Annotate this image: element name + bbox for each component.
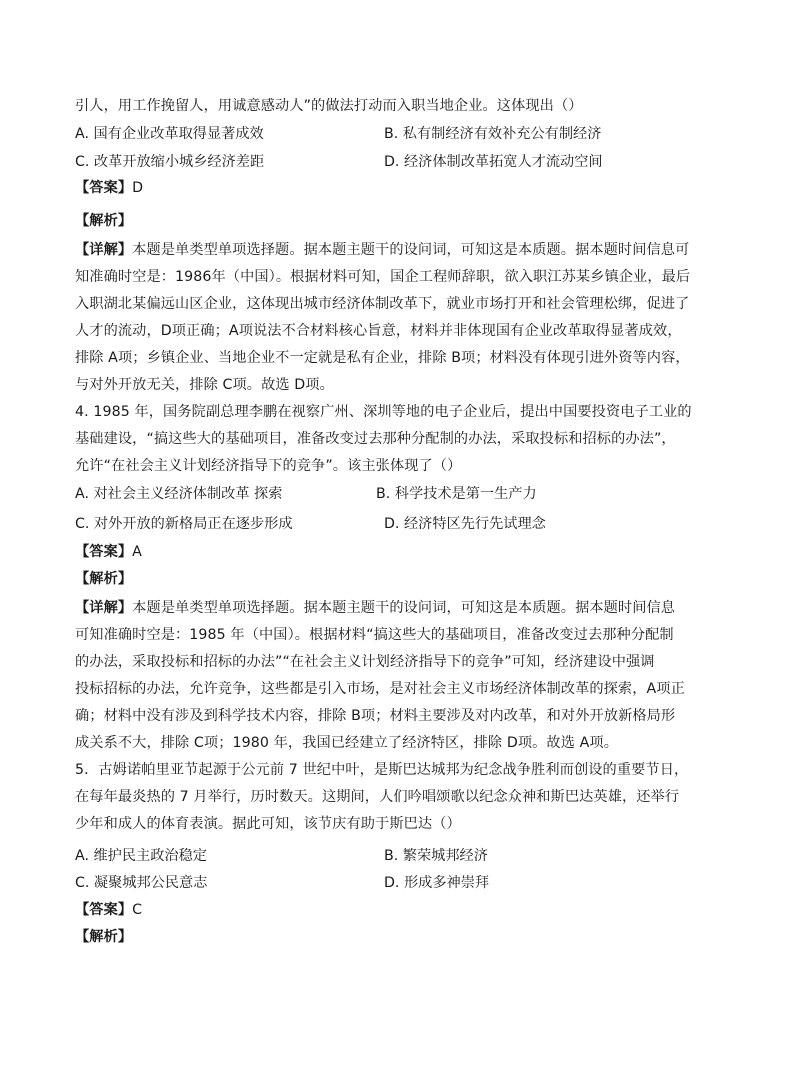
q5-analysis-label: 【解析】: [75, 929, 133, 945]
q4-option-b: B. 科学技术是第一生产力: [376, 486, 537, 502]
q5-stem-line: 在每年最炎热的 7 月举行，历时数天。这期间，人们吟唱颂歌以纪念众神和斯巴达英雄，还举行: [75, 789, 680, 805]
q5-answer: [75, 900, 142, 920]
q4-answer: [75, 542, 142, 562]
q3-detail-line: 与对外开放无关，排除 C项。故选 D项。: [75, 377, 334, 393]
q4-option-a: A. 对社会主义经济体制改革 探索: [75, 486, 283, 502]
q3-detail-line: 排除 A项；乡镇企业、当地企业不一定就是私有企业，排除 B项；材料没有体现引进外资等内容，: [75, 350, 690, 366]
q5-option-a: A. 维护民主政治稳定: [75, 848, 207, 864]
answer-value: C: [132, 902, 143, 918]
detail-label: 【详解】: [75, 242, 133, 258]
answer-value: D: [132, 180, 144, 196]
q4-option-d: D. 经济特区先行先试理念: [384, 516, 546, 532]
q4-analysis-label: 【解析】: [75, 571, 133, 587]
q3-detail-line: 知准确时空是：1986年（中国）。根据材料可知，国企工程师辞职，欲入职江苏某乡镇企业，最后: [75, 269, 691, 285]
answer-label: 【答案】: [75, 180, 133, 196]
q4-detail-line: 可知准确时空是：1985 年（中国）。根据材料“搞这些大的基础项目，准备改变过去那种分配制: [75, 627, 674, 643]
detail-label: 【详解】: [75, 600, 133, 616]
q3-option-c: C. 改革开放缩小城乡经济差距: [75, 154, 265, 170]
q5-option-b: B. 繁荣城邦经济: [384, 848, 488, 864]
q4-detail-line: [75, 598, 675, 618]
q5-option-c: C. 凝聚城邦公民意志: [75, 875, 208, 891]
q3-answer: [75, 178, 143, 198]
q3-analysis-label: 【解析】: [75, 213, 133, 229]
q3-option-b: B. 私有制经济有效补充公有制经济: [384, 126, 602, 142]
q4-detail-line: 成关系不大，排除 C项；1980 年，我国已经建立了经济特区，排除 D项。故选 A项。: [75, 735, 618, 751]
q4-detail-line: 的办法，采取投标和招标的办法”“在社会主义计划经济指导下的竞争”可知，经济建设中强调: [75, 654, 655, 670]
q3-option-d: D. 经济体制改革拓宽人才流动空间: [384, 154, 603, 170]
q3-detail-line: 人才的流动，D项正确；A项说法不合材料核心旨意，材料并非体现国有企业改革取得显著成效，: [75, 323, 682, 339]
q4-detail-line: 确；材料中没有涉及到科学技术内容，排除 B项；材料主要涉及对内改革，和对外开放新格局形: [75, 708, 676, 724]
answer-value: A: [132, 544, 142, 560]
q4-option-c: C. 对外开放的新格局正在逐步形成: [75, 516, 293, 532]
detail-text: 本题是单类型单项选择题。据本题主题干的设问词，可知这是本质题。据本题时间信息: [132, 600, 676, 616]
q5-option-d: D. 形成多神崇拜: [384, 875, 490, 891]
q4-stem-line: 允许“在社会主义计划经济指导下的竞争”。该主张体现了（）: [75, 458, 462, 474]
q4-stem-line: 4. 1985 年，国务院副总理李鹏在视察广州、深圳等地的电子企业后，提出中国要投资电子工业的: [75, 404, 692, 420]
q5-stem-line: 少年和成人的体育表演。据此可知，该节庆有助于斯巴达（）: [75, 816, 461, 832]
detail-text: 本题是单类型单项选择题。据本题主题干的设问词，可知这是本质题。据本题时间信息可: [132, 242, 690, 258]
q4-stem-line: 基础建设，“搞这些大的基础项目，准备改变过去那种分配制的办法，采取投标和招标的办法”，: [75, 431, 676, 447]
q3-detail-line: [75, 240, 689, 260]
q4-detail-line: 投标招标的办法，允许竞争，这些都是引入市场，是对社会主义市场经济体制改革的探索，A项正: [75, 681, 685, 697]
q3-stem-tail: 引人，用工作挽留人，用诚意感动人”的做法打动而入职当地企业。这体现出（）: [75, 98, 583, 114]
q5-stem-line: 5．古姆诺帕里亚节起源于公元前 7 世纪中叶，是斯巴达城邦为纪念战争胜利而创设的重要节日，: [75, 762, 689, 778]
answer-label: 【答案】: [75, 544, 133, 560]
answer-label: 【答案】: [75, 902, 133, 918]
q3-option-a: A. 国有企业改革取得显著成效: [75, 126, 264, 142]
q3-detail-line: 入职湖北某偏远山区企业，这体现出城市经济体制改革下，就业市场打开和社会管理松绑，促进了: [75, 296, 690, 312]
